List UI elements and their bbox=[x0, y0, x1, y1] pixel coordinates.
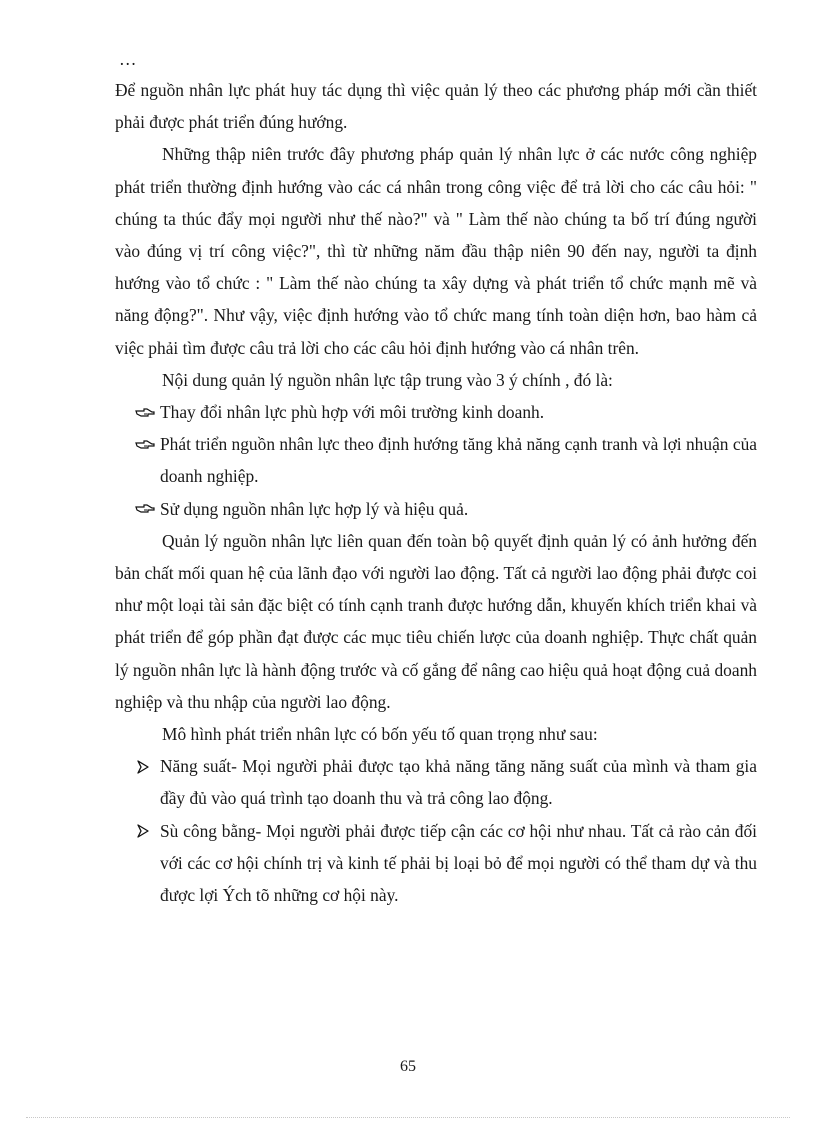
pointing-hand-icon bbox=[135, 428, 157, 460]
pointing-hand-icon bbox=[135, 493, 157, 525]
list-item-text: Phát triển nguồn nhân lực theo định hướng tăng khả năng cạnh tranh và lợi nhuận của doanh nghiệp. bbox=[160, 434, 757, 487]
arrowhead-bullet-icon bbox=[136, 750, 158, 782]
list-item bbox=[115, 396, 757, 428]
paragraph-1: Để nguồn nhân lực phát huy tác dụng thì việc quản lý theo các phương pháp mới cần thiết phải được phát triển đúng hướng. bbox=[115, 80, 757, 133]
list-item bbox=[115, 428, 757, 492]
paragraph-2: Những thập niên trước đây phương pháp quản lý nhân lực ở các nước công nghiệp phát triển thường định hướng vào các cá nhân trong công việc để trả lời cho các câu hỏi: " chúng ta thúc đẩy mọi người như thế nào?" và " Làm thế nào chúng ta bố trí đúng người vào đúng vị trí công việc?", thì từ những năm đầu thập niên 90 đến nay, người ta định hướng vào tổ chức : " Làm thế nào chúng ta xây dựng và phát triển tổ chức mạnh mẽ và năng động?". Như vậy, việc định hướng vào tổ chức mang tính toàn diện hơn, bao hàm cả việc phải tìm được câu trả lời cho các câu hỏi định hướng vào cá nhân trên. bbox=[115, 144, 757, 358]
page-body bbox=[115, 44, 757, 911]
list-item-text: Thay đổi nhân lực phù hợp với môi trường kinh doanh. bbox=[160, 402, 545, 423]
list-item-text: Sử dụng nguồn nhân lực hợp lý và hiệu quả. bbox=[160, 498, 469, 519]
page-number: 65 bbox=[400, 1058, 416, 1075]
paragraph-5: Mô hình phát triển nhân lực có bốn yếu tố quan trọng như sau: bbox=[162, 724, 598, 745]
list-item bbox=[115, 493, 757, 525]
continuation-ellipsis: … bbox=[119, 49, 137, 69]
list-item bbox=[115, 815, 757, 912]
arrowhead-bullet-icon bbox=[136, 815, 158, 847]
pointing-hand-icon bbox=[135, 396, 157, 428]
paragraph-4: Quản lý nguồn nhân lực liên quan đến toàn bộ quyết định quản lý có ảnh hưởng đến bản chất mối quan hệ của lãnh đạo với người lao động. Tất cả người lao động phải được coi như một loại tài sản đặc biệt có tính cạnh tranh được hướng dẫn, khuyến khích triển khai và phát triển để góp phần đạt được các mục tiêu chiến lược của doanh nghiệp. Thực chất quản lý nguồn nhân lực là hành động trước và cố gắng để nâng cao hiệu quả hoạt động cuả doanh nghiệp và thu nhập của người lao động. bbox=[115, 530, 757, 712]
list-item-text: Sù công bằng- Mọi người phải được tiếp cận các cơ hội như nhau. Tất cả rào cản đối với các cơ hội chính trị và kinh tế phải bị loại bỏ để mọi người có thể tham dự và thu được lợi Ých tõ những cơ hội này. bbox=[160, 820, 757, 906]
list-item bbox=[115, 750, 757, 814]
paragraph-3: Nội dung quản lý nguồn nhân lực tập trung vào 3 ý chính , đó là: bbox=[162, 369, 613, 390]
page-bottom-divider bbox=[26, 1117, 790, 1118]
list-item-text: Năng suất- Mọi người phải được tạo khả năng tăng năng suất của mình và tham gia đầy đủ vào quá trình tạo doanh thu và trả công lao động. bbox=[160, 756, 757, 809]
